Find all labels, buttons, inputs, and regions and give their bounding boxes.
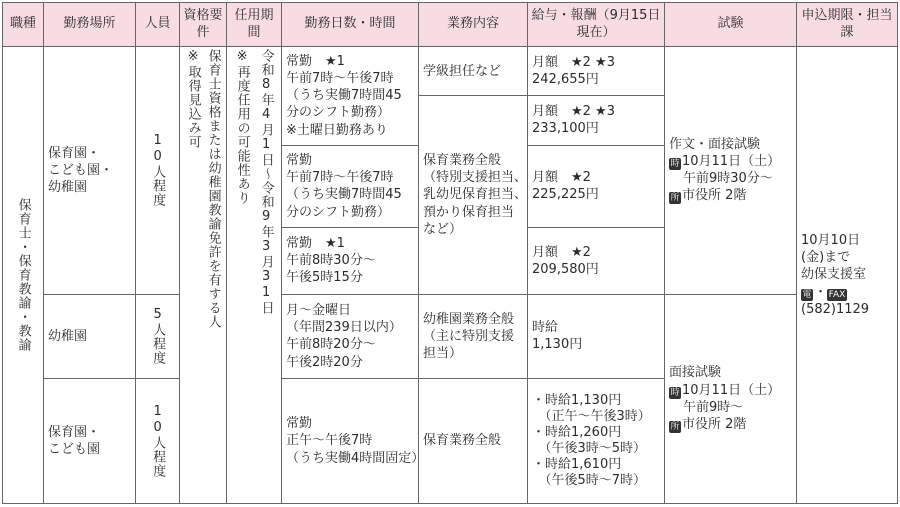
schedule-cell: 常勤 正午～午後7時 （うち実働4時間固定） [282,379,419,504]
exam-cell-2: 面接試験 時 10月11日（土） 午前9時～ 所 市役所 2階 [665,294,797,503]
header-qualification: 資格要件 [180,3,227,47]
qualification-text: 保育士資格または幼稚園教諭免許を有する人 [205,49,221,329]
recruitment-table [2,2,898,504]
header-term: 任用期間 [227,3,282,47]
location-cell-1: 保育園・ こども園・ 幼稚園 [44,47,136,295]
header-schedule: 勤務日数・時間 [282,3,419,47]
pay-cell: 時給 1,130円 [528,294,665,379]
schedule-cell: 常勤 ★1 午前8時30分～ 午後5時15分 [282,228,419,294]
duty-cell: 保育業務全般 （特別支援担当、 乳幼児保育担当、 預かり保育担当 など） [419,96,528,294]
qualification-note: ※取得見込み可 [185,49,201,149]
header-job: 職種 [3,3,44,47]
deadline-cell: 10月10日 (金)まで 幼保支援室 電 ・ FAX (582)1129 [797,47,898,504]
schedule-cell: 月～金曜日 （年間239日以内） 午前8時20分～ 午後2時20分 [282,294,419,379]
duty-cell: 学級担任など [419,47,528,96]
pay-cell: ・時給1,130円 （正午～午後3時） ・時給1,260円 （午後3時～5時） ・時給1,610円 （午後5時～7時） [528,379,665,504]
place-mark-icon: 所 [670,421,680,432]
date-mark-icon: 時 [670,387,680,398]
job-title: 保育士・保育教諭・教諭 [15,198,31,352]
place-mark-icon: 所 [670,193,680,204]
count-cell-2: 5人程度 [136,294,180,379]
term-cell [227,47,282,504]
duty-cell: 幼稚園業務全般 （主に特別支援 担当） [419,294,528,379]
phone-number: (582)1129 [801,301,870,317]
pay-cell: 月額 ★2 ★3 242,655円 [528,47,665,96]
term-note: ※再度任用の可能性あり [234,49,250,205]
location-cell-3: 保育園・ こども園 [44,379,136,504]
header-location: 勤務場所 [44,3,136,47]
job-cell [3,47,44,504]
count-cell-1: 10人程度 [136,47,180,295]
phone-icon: 電 [802,289,812,300]
duty-cell: 保育業務全般 [419,379,528,504]
date-mark-icon: 時 [670,159,680,170]
header-pay: 給与・報酬（9月15日現在） [528,3,665,47]
header-exam: 試験 [665,3,797,47]
term-text: 令和8年4月1日～令和9年3月31日 [258,49,274,315]
location-cell-2: 幼稚園 [44,294,136,379]
pay-cell: 月額 ★2 209,580円 [528,228,665,294]
schedule-cell: 常勤 午前7時～午後7時 （うち実働7時間45 分のシフト勤務） [282,145,419,228]
pay-cell: 月額 ★2 ★3 233,100円 [528,96,665,145]
pay-cell: 月額 ★2 225,225円 [528,145,665,228]
header-deadline: 申込期限・担当課 [797,3,898,47]
qualification-cell [180,47,227,504]
header-duty: 業務内容 [419,3,528,47]
schedule-cell: 常勤 ★1 午前7時～午後7時 （うち実働7時間45 分のシフト勤務） ※土曜日勤務あり [282,47,419,146]
fax-icon: FAX [828,289,846,300]
exam-cell-1: 作文・面接試験 時 10月11日（土） 午前9時30分～ 所 市役所 2階 [665,47,797,295]
header-count: 人員 [136,3,180,47]
count-cell-3: 10人程度 [136,379,180,504]
